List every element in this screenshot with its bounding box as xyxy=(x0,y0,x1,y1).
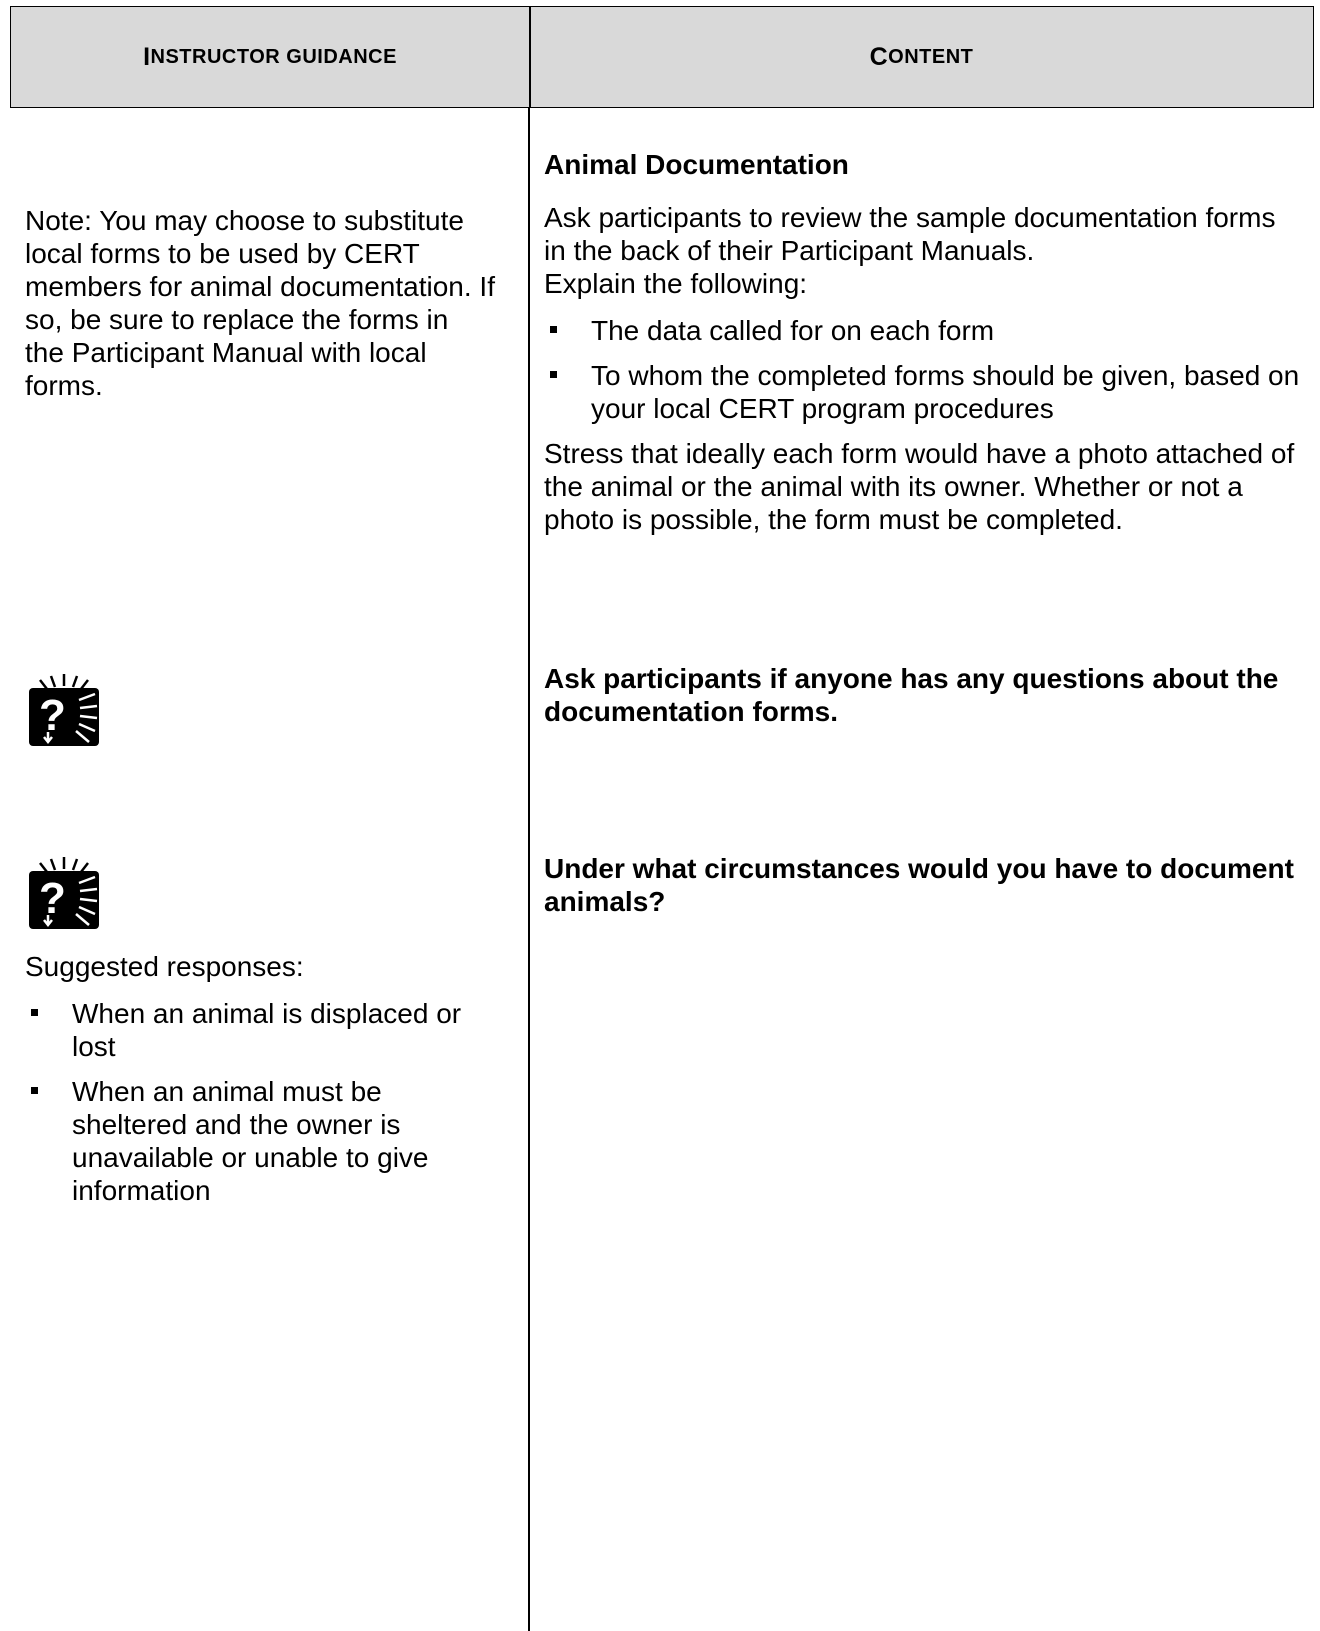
list-item-text: When an animal must be sheltered and the owner is unavailable or unable to give information xyxy=(72,1076,429,1206)
stress-text: Stress that ideally each form would have a photo attached of the animal or the animal with its owner. Whether or not a photo is possible, the form must be completed. xyxy=(544,438,1295,535)
suggested-list xyxy=(25,997,495,1207)
header-instructor-guidance-initial: I xyxy=(143,42,151,71)
header-content-initial: C xyxy=(869,42,889,71)
instructor-note xyxy=(25,204,495,402)
bullet-icon xyxy=(550,371,557,378)
question-one-text: Ask participants if anyone has any questions about the documentation forms. xyxy=(544,663,1279,727)
list-item-text: When an animal is displaced or lost xyxy=(72,998,462,1062)
list-item-text: To whom the completed forms should be given, based on your local CERT program procedures xyxy=(591,360,1300,424)
suggested-responses xyxy=(25,950,495,1219)
header-instructor-guidance-rest: NSTRUCTOR GUIDANCE xyxy=(150,45,397,68)
header-content-rest: ONTENT xyxy=(888,45,974,68)
note-text: Note: You may choose to substitute local forms to be used by CERT members for animal documentation. If so, be sure to replace the forms in the Participant Manual with local forms. xyxy=(25,205,495,401)
suggested-label: Suggested responses: xyxy=(25,951,304,982)
list-item-text: The data called for on each form xyxy=(591,315,995,346)
section-heading: Animal Documentation xyxy=(544,149,849,180)
header-instructor-guidance xyxy=(11,7,529,107)
question-one xyxy=(544,662,1304,728)
explain-text: Explain the following: xyxy=(544,268,808,299)
svg-text:?: ? xyxy=(39,874,66,923)
list-item xyxy=(25,1075,495,1207)
content-section xyxy=(544,148,1304,536)
question-two-text: Under what circumstances would you have to document animals? xyxy=(544,853,1294,917)
bullet-icon xyxy=(550,326,557,333)
explain-list xyxy=(544,314,1304,425)
question-two xyxy=(544,852,1304,918)
question-icon xyxy=(27,857,101,931)
intro-text: Ask participants to review the sample documentation forms in the back of their Participant Manuals. xyxy=(544,202,1276,266)
list-item xyxy=(544,359,1304,425)
table-header xyxy=(10,6,1314,108)
bullet-icon xyxy=(31,1009,38,1016)
question-icon xyxy=(27,674,101,748)
column-divider xyxy=(528,108,530,1631)
header-content xyxy=(530,7,1313,107)
list-item xyxy=(544,314,1304,347)
svg-text:?: ? xyxy=(39,691,66,740)
list-item xyxy=(25,997,495,1063)
bullet-icon xyxy=(31,1087,38,1094)
